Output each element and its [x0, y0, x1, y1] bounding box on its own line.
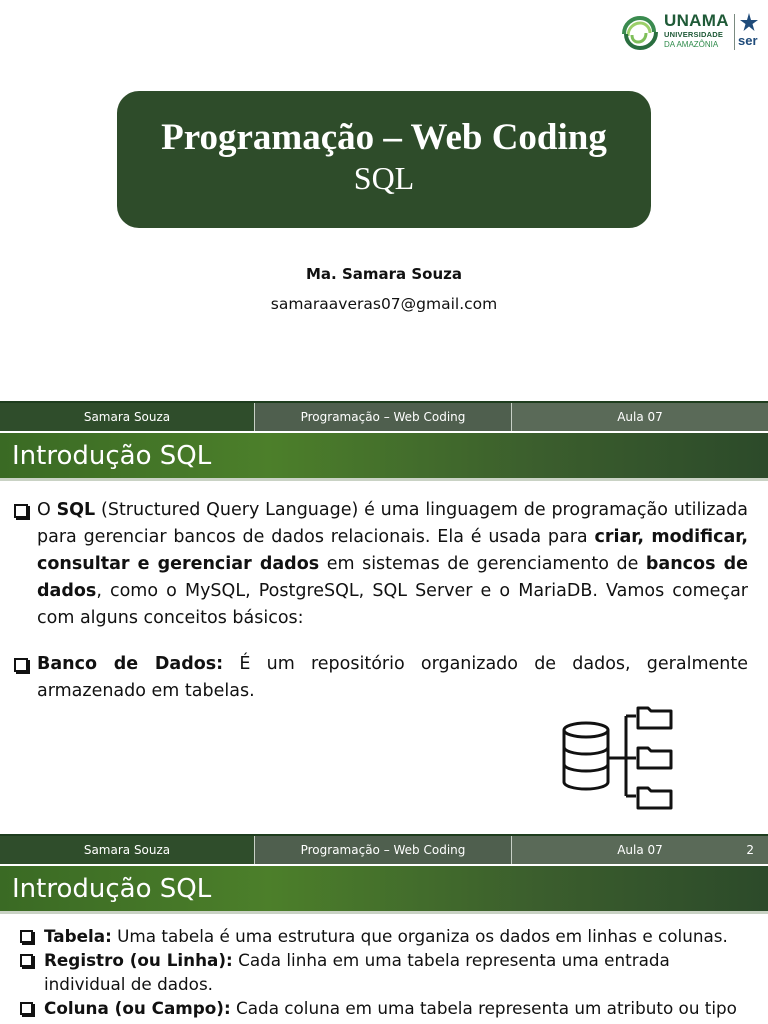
- item-term: Coluna (ou Campo):: [44, 998, 231, 1018]
- bold-text: SQL: [56, 500, 96, 520]
- unama-logo-text: [664, 12, 729, 50]
- list-item: [20, 948, 748, 996]
- slide-content: [14, 497, 748, 705]
- list-item: [20, 996, 748, 1020]
- database-folders-icon: [556, 700, 676, 812]
- bar-lesson-label: Aula 07: [617, 843, 663, 857]
- title-slide: [0, 0, 768, 395]
- bold-text: bancos de dados: [37, 554, 748, 601]
- logo-line2: DA AMAZÔNIA: [664, 40, 719, 49]
- list-item: [20, 924, 748, 948]
- slide-header-bar: [0, 834, 768, 864]
- unama-logo: [620, 12, 760, 54]
- bar-author: Samara Souza: [0, 836, 254, 864]
- paragraph-database: [14, 651, 748, 705]
- item-term: Tabela:: [44, 926, 112, 946]
- bar-author: Samara Souza: [0, 403, 254, 431]
- concept-list: [20, 924, 748, 1020]
- logo-separator: [734, 14, 735, 50]
- presentation-subtitle: SQL: [353, 160, 415, 196]
- bar-course: Programação – Web Coding: [254, 836, 512, 864]
- ser-logo-text: ser: [738, 33, 758, 48]
- slide-heading: Introdução SQL: [0, 433, 768, 481]
- text: em sistemas de gerenciamento de: [319, 554, 646, 574]
- text: É um repositório organizado de dados, geralmente armazenado em tabelas.: [37, 654, 748, 701]
- page-number: 2: [746, 843, 754, 857]
- item-term: Registro (ou Linha):: [44, 950, 233, 970]
- logo-line1: UNIVERSIDADE: [664, 30, 724, 39]
- checkbox-bullet-icon: [14, 658, 28, 672]
- text: O: [37, 500, 57, 520]
- slide-heading: Introdução SQL: [0, 866, 768, 914]
- unama-logo-mark-icon: [620, 14, 660, 52]
- bold-text: criar, modificar, consultar e gerenciar dados: [37, 527, 748, 574]
- star-icon: [739, 12, 759, 32]
- bar-lesson: [512, 836, 768, 864]
- bold-text: Banco de Dados:: [37, 654, 224, 674]
- checkbox-bullet-icon: [20, 930, 33, 943]
- title-box: [117, 91, 651, 228]
- item-text: Cada coluna em uma tabela representa um atributo ou tipo: [230, 998, 737, 1018]
- bar-lesson: Aula 07: [512, 403, 768, 431]
- bar-course: Programação – Web Coding: [254, 403, 512, 431]
- checkbox-bullet-icon: [14, 504, 28, 518]
- item-text: Cada linha em uma tabela representa uma entrada individual de dados.: [44, 950, 670, 994]
- author-name: Ma. Samara Souza: [305, 265, 463, 283]
- slide-header-bar: [0, 401, 768, 431]
- ser-logo: [738, 12, 760, 52]
- checkbox-bullet-icon: [20, 1002, 33, 1015]
- checkbox-bullet-icon: [20, 954, 33, 967]
- presentation-title: Programação – Web Coding: [161, 117, 607, 158]
- author-email: samaraaveras07@gmail.com: [270, 295, 498, 313]
- text: , como o MySQL, PostgreSQL, SQL Server e o MariaDB. Vamos começar com alguns conceitos básicos:: [37, 581, 748, 628]
- logo-name: UNAMA: [664, 11, 729, 30]
- text: (Structured Query Language) é uma linguagem de programação utilizada para gerenciar bancos de dados relacionais. Ela é usada para: [37, 500, 748, 547]
- item-text: Uma tabela é uma estrutura que organiza os dados em linhas e colunas.: [111, 926, 728, 946]
- paragraph-sql: [14, 497, 748, 632]
